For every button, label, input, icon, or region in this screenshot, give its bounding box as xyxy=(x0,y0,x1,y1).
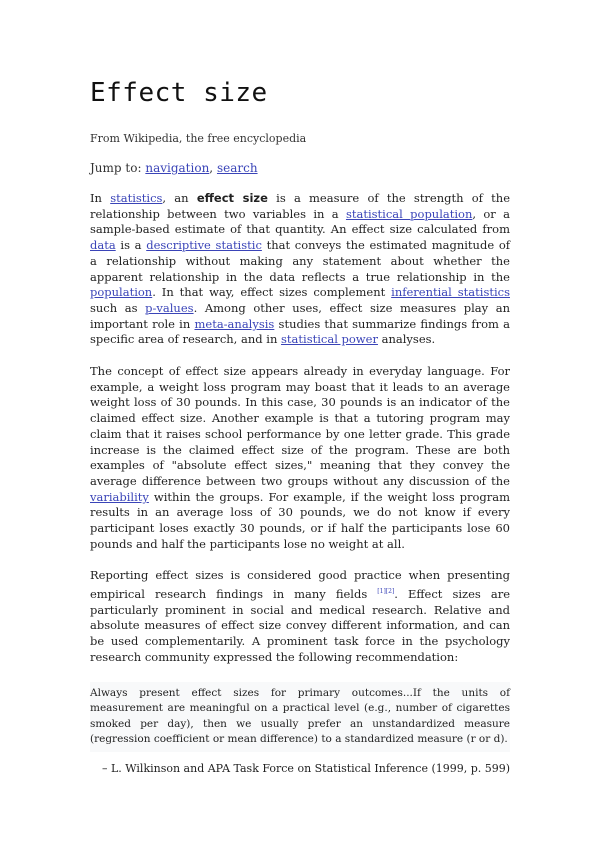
link-meta-analysis[interactable]: meta-analysis xyxy=(194,316,275,331)
text-run: In xyxy=(90,191,111,205)
link-data[interactable]: data xyxy=(90,238,116,253)
text-run: Reporting effect sizes is considered good practice when presenting empirical research findings in many fields xyxy=(90,568,510,601)
link-variability[interactable]: variability xyxy=(90,489,149,504)
text-run: , an xyxy=(162,191,197,205)
text-run: . Effect sizes are particularly prominent in social and medical research. Relative and absolute measures of effect size convey different information, and can be used complementarily. A prominent task force in the psychology research community expressed the following recommendation: xyxy=(90,587,511,664)
link-statistics[interactable]: statistics xyxy=(110,191,163,205)
text-run: such as xyxy=(90,300,146,315)
text-run: that conveys the estimated magnitude of a relationship without making any statement about whether the apparent relationship in the data reflects a true relationship in the xyxy=(90,238,510,284)
text-run: . Among other uses, effect size measures play an important role in xyxy=(90,300,510,331)
site-subtitle: From Wikipedia, the free encyclopedia xyxy=(90,132,307,145)
link-descriptive-statistic[interactable]: descriptive statistic xyxy=(146,238,262,253)
paragraph-intro xyxy=(90,191,510,348)
text-run: is a measure of the strength of the relationship between two variables in a xyxy=(90,191,511,221)
text-run: The concept of effect size appears already in everyday language. For example, a weight loss program may boast that it leads to an average weight loss of 30 pounds. In this case, 30 pounds is an indicator of the claimed effect size. Another example is that a tutoring program may claim that it raises school performance by one letter grade. This grade increase is the claimed effect size of the program. These are both examples of "absolute effect sizes," meaning that they convey the average difference between two groups without any discussion of the xyxy=(90,364,510,488)
text-run: analyses. xyxy=(377,332,436,347)
quote-attribution: – L. Wilkinson and APA Task Force on Statistical Inference (1999, p. 599) xyxy=(102,761,511,775)
citation-reference[interactable]: [1][2] xyxy=(377,588,395,596)
paragraph-reporting xyxy=(90,568,510,665)
link-inferential-statistics[interactable]: inferential statistics xyxy=(391,285,510,300)
text-run: is a xyxy=(115,238,147,253)
search-link[interactable]: search xyxy=(216,161,258,175)
page-title: Effect size xyxy=(90,78,268,108)
paragraph-everyday-language xyxy=(90,364,510,552)
block-quote xyxy=(90,682,510,752)
navigation-link[interactable]: navigation xyxy=(145,161,210,175)
jump-to-bar xyxy=(90,161,510,175)
term-effect-size: effect size xyxy=(196,191,268,205)
jump-to-label: Jump to: xyxy=(90,161,142,175)
text-run: . In that way, effect sizes complement xyxy=(152,285,392,300)
text-run: within the groups. For example, if the weight loss program results in an average loss of 30 pounds, we do not know if every participant loses exactly 30 pounds, or if half the participants lose 60 pounds and half the participants lose no weight at all. xyxy=(90,489,510,551)
link-statistical-power[interactable]: statistical power xyxy=(281,332,378,347)
link-p-values[interactable]: p-values xyxy=(145,300,194,315)
jump-separator: , xyxy=(209,161,214,175)
quote-text: Always present effect sizes for primary outcomes...If the units of measurement are meaningful on a practical level (e.g., number of cigarettes smoked per day), then we usually prefer an unstandardized measure (regression coefficient or mean difference) to a standardized measure (r or d). xyxy=(90,686,510,746)
link-population[interactable]: population xyxy=(90,285,153,300)
link-statistical-population[interactable]: statistical population xyxy=(345,206,473,221)
text-run: , or a sample-based estimate of that quantity. An effect size calculated from xyxy=(90,206,511,237)
text-run: studies that summarize findings from a specific area of research, and in xyxy=(90,316,510,347)
